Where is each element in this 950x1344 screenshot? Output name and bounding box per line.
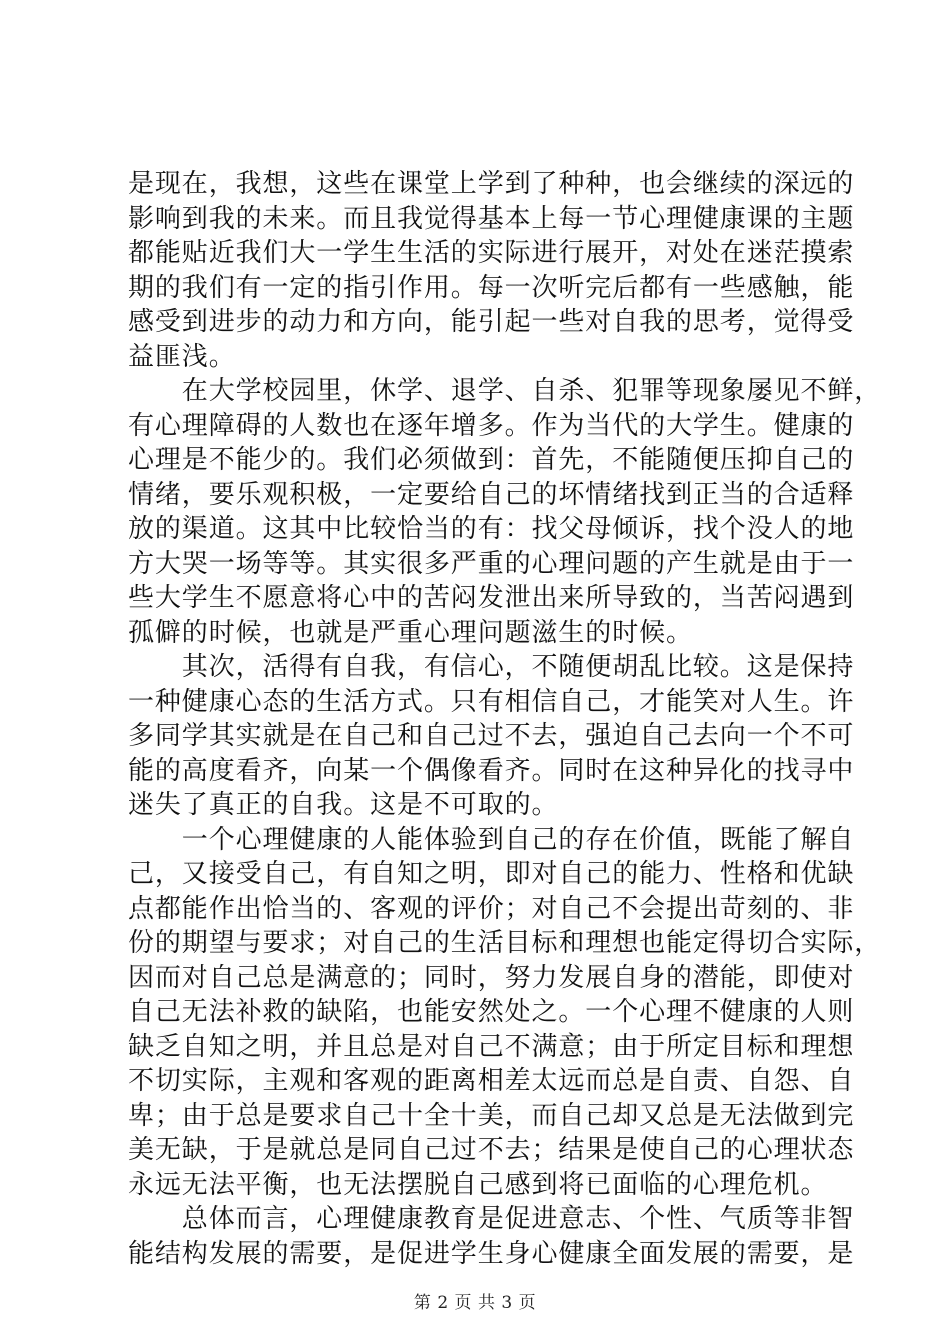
- text-line: 点都能作出恰当的、客观的评价；对自己不会提出苛刻的、非: [128, 893, 855, 924]
- text-line: 能的高度看齐，向某一个偶像看齐。同时在这种异化的找寻中: [128, 755, 855, 786]
- text-line: 情绪，要乐观积极，一定要给自己的坏情绪找到正当的合适释: [128, 479, 855, 510]
- text-line: 一种健康心态的生活方式。只有相信自己，才能笑对人生。许: [128, 686, 855, 717]
- text-line: 心理是不能少的。我们必须做到：首先，不能随便压抑自己的: [128, 445, 855, 475]
- text-line: 因而对自己总是满意的；同时，努力发展自身的潜能，即使对: [128, 962, 855, 993]
- text-line: 美无缺，于是就总是同自己过不去；结果是使自己的心理状态: [128, 1135, 855, 1165]
- text-line: 迷失了真正的自我。这是不可取的。: [128, 790, 559, 820]
- text-line: 感受到进步的动力和方向，能引起一些对自我的思考，觉得受: [128, 307, 855, 337]
- text-line: 孤僻的时候，也就是严重心理问题滋生的时候。: [128, 617, 693, 648]
- body-text: [128, 167, 882, 1271]
- text-line: 能结构发展的需要，是促进学生身心健康全面发展的需要，是: [128, 1238, 855, 1269]
- text-line: 期的我们有一定的指引作用。每一次听完后都有一些感触，能: [128, 272, 855, 303]
- page-number-footer: 第 2 页 共 3 页: [413, 1293, 537, 1313]
- text-line: 是现在，我想，这些在课堂上学到了种种，也会继续的深远的: [128, 169, 855, 199]
- text-line: 其次，活得有自我，有信心，不随便胡乱比较。这是保持: [128, 652, 855, 682]
- text-line: 份的期望与要求；对自己的生活目标和理想也能定得切合实际，: [128, 928, 882, 958]
- text-line: 不切实际，主观和客观的距离相差太远而总是自责、自怨、自: [128, 1066, 855, 1096]
- text-line: 自己无法补救的缺陷，也能安然处之。一个心理不健康的人则: [128, 997, 855, 1027]
- text-line: 方大哭一场等等。其实很多严重的心理问题的产生就是由于一: [128, 548, 855, 579]
- text-line: 卑；由于总是要求自己十全十美，而自己却又总是无法做到完: [128, 1100, 855, 1131]
- text-line: 在大学校园里，休学、退学、自杀、犯罪等现象屡见不鲜，: [128, 376, 882, 406]
- text-line: 永远无法平衡，也无法摆脱自己感到将已面临的心理危机。: [128, 1169, 828, 1200]
- text-line: 放的渠道。这其中比较恰当的有：找父母倾诉，找个没人的地: [128, 514, 855, 544]
- text-line: 多同学其实就是在自己和自己过不去，强迫自己去向一个不可: [128, 721, 855, 751]
- text-line: 益匪浅。: [128, 341, 236, 372]
- text-line: 一个心理健康的人能体验到自己的存在价值，既能了解自: [128, 824, 855, 855]
- text-line: 些大学生不愿意将心中的苦闷发泄出来所导致的，当苦闷遇到: [128, 583, 855, 613]
- text-line: 缺乏自知之明，并且总是对自己不满意；由于所定目标和理想: [128, 1031, 855, 1062]
- text-line: 都能贴近我们大一学生生活的实际进行展开，对处在迷茫摸索: [128, 238, 855, 268]
- text-line: 己，又接受自己，有自知之明，即对自己的能力、性格和优缺: [128, 859, 855, 889]
- text-line: 有心理障碍的人数也在逐年增多。作为当代的大学生。健康的: [128, 410, 855, 441]
- text-line: 影响到我的未来。而且我觉得基本上每一节心理健康课的主题: [128, 203, 855, 234]
- text-line: 总体而言，心理健康教育是促进意志、个性、气质等非智: [128, 1204, 855, 1234]
